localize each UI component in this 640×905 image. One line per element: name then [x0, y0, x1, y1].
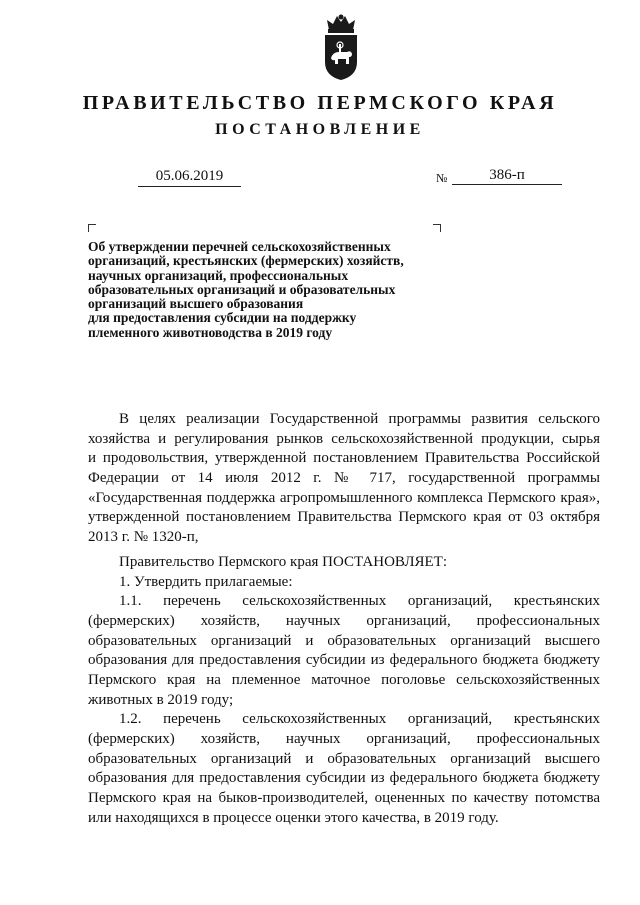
number-underline [452, 184, 562, 185]
resolves-line: Правительство Пермского края ПОСТАНОВЛЯЕТ: [119, 553, 448, 570]
number-sign: № [436, 171, 448, 185]
title-line: образовательных организаций и образовательных [88, 281, 396, 297]
title-line: научных организаций, профессиональных [88, 267, 349, 283]
preamble-line: Федерации от 14 июля 2012 г. № 717, государственной программы [88, 470, 600, 487]
item-1-1-line: животных в 2019 году; [88, 691, 234, 708]
item-1-2-line: (фермерских) хозяйств, научных организаций, профессиональных [88, 731, 600, 747]
item-1-2-line: образовательных организаций и образовательных организаций высшего [88, 750, 600, 767]
document-date: 05.06.2019 [155, 168, 224, 184]
organization-heading: ПРАВИТЕЛЬСТВО ПЕРМСКОГО КРАЯ [82, 92, 558, 114]
date-underline [138, 186, 241, 187]
item-1-1-line: образовательных организаций и образовательных организаций высшего [88, 632, 600, 649]
preamble-line: хозяйства и регулирования рынков сельскохозяйственной продукции, сырья [88, 430, 600, 447]
preamble-line: «Государственная поддержка агропромышленного комплекса Пермского края», [88, 489, 600, 506]
item-1-1-line: (фермерских) хозяйств, научных организаций, профессиональных [88, 612, 600, 629]
item-1-1-line: 1.1. перечень сельскохозяйственных организаций, крестьянских [119, 593, 600, 610]
item-1-2-line: или находящихся в процессе оценки этого качества, в 2019 году. [88, 809, 499, 826]
preamble-line: утвержденной постановлением Правительства Пермского края от 03 октября [88, 509, 600, 526]
title-line: организаций высшего образования [88, 296, 304, 312]
item-1-2-line: образования для предоставления субсидии из федерального бюджета бюджету [88, 770, 600, 787]
title-line: племенного животноводства в 2019 году [88, 324, 333, 340]
perm-krai-coat-of-arms-icon [317, 12, 365, 82]
title-line: Об утверждении перечней сельскохозяйственных [88, 239, 391, 254]
title-corner-right [433, 224, 441, 232]
title-line: организаций, крестьянских (фермерских) хозяйств, [88, 253, 404, 269]
item-1: 1. Утвердить прилагаемые: [119, 573, 293, 590]
item-1-2-line: Пермского края на быков-производителей, оцененных по качеству потомства [88, 790, 600, 807]
item-1-2-line: 1.2. перечень сельскохозяйственных организаций, крестьянских [119, 711, 600, 728]
preamble-line: и продовольствия, утвержденной постановлением Правительства Российской [88, 450, 600, 467]
preamble-line: В целях реализации Государственной программы развития сельского [119, 411, 600, 427]
title-corner-left [88, 224, 96, 232]
preamble-line: 2013 г. № 1320-п, [88, 529, 199, 546]
document-type-heading: ПОСТАНОВЛЕНИЕ [215, 121, 425, 138]
item-1-1-line: образования для предоставления субсидии из федерального бюджета бюджету [88, 652, 600, 669]
document-number: 386-п [489, 167, 525, 183]
document-body [88, 410, 600, 828]
title-line: для предоставления субсидии на поддержку [88, 310, 357, 326]
document-title [88, 240, 468, 340]
item-1-1-line: Пермского края на племенное маточное поголовье сельскохозяйственных [88, 671, 600, 688]
